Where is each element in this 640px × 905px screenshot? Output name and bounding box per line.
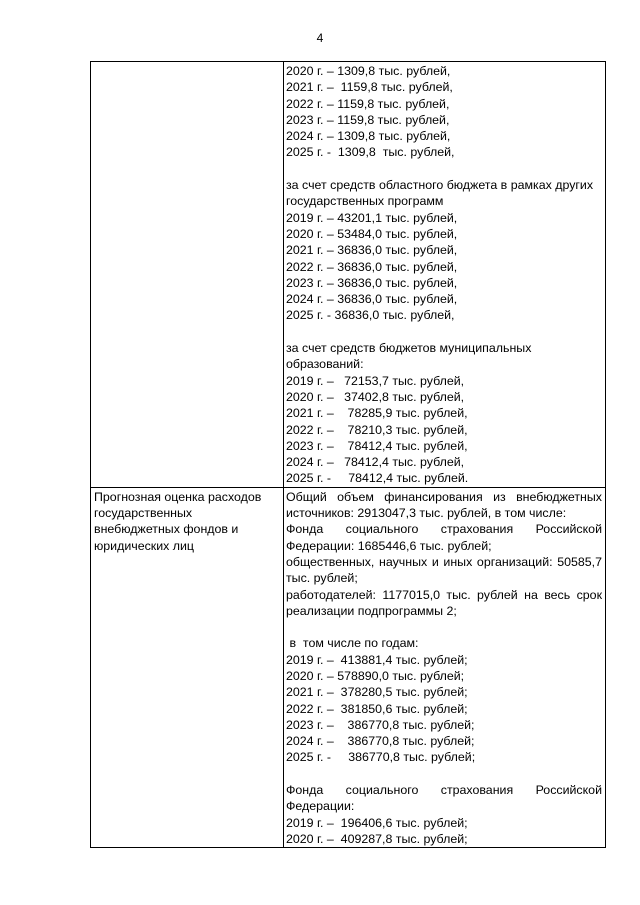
row1-left-cell [91,62,284,488]
spacer [286,161,602,177]
employers-text: работодателей: 1177015,0 тыс. рублей на весь срок реализации подпрограммы 2; [286,587,602,618]
list-item: 2025 г. - 36836,0 тыс. рублей, [286,308,455,323]
row2-left-cell [91,487,284,848]
list-item: 2023 г. – 386770,8 тыс. рублей; [286,717,475,732]
fss-heading: Фонда социального страхования Российской Федерации: [286,783,602,814]
table-row [91,62,606,488]
list-item: 2019 г. – 43201,1 тыс. рублей, [286,210,458,225]
list-item: 2021 г. – 78285,9 тыс. рублей, [286,406,468,421]
list-item: 2020 г. – 409287,8 тыс. рублей; [286,831,468,846]
regional-budget-heading: за счет средств областного бюджета в рамках других государственных программ [286,178,594,209]
row2-right-cell [284,487,606,848]
spacer [286,619,602,635]
list-item: 2019 г. – 72153,7 тыс. рублей, [286,373,465,388]
list-item: 2024 г. – 1309,8 тыс. рублей, [286,129,451,144]
list-item: 2020 г. – 53484,0 тыс. рублей, [286,226,458,241]
list-item: 2019 г. – 413881,4 тыс. рублей; [286,652,468,667]
public-orgs-text: общественных, научных и иных организаций: 50585,7 тыс. рублей; [286,554,602,586]
list-item: 2024 г. – 36836,0 тыс. рублей, [286,292,458,307]
page-number: 4 [316,31,324,45]
list-item: 2025 г. - 78412,4 тыс. рублей. [286,471,469,486]
total-financing-text: Общий объем финансирования из внебюджетных источников: 2913047,3 тыс. рублей, в том числе: [286,489,602,521]
list-item: 2025 г. - 386770,8 тыс. рублей; [286,750,476,765]
list-item: 2024 г. – 386770,8 тыс. рублей; [286,734,475,749]
list-item: 2022 г. – 1159,8 тыс. рублей, [286,96,450,111]
list-item: 2023 г. – 1159,8 тыс. рублей, [286,112,450,127]
row1-right-cell [284,62,606,488]
list-item: 2019 г. – 196406,6 тыс. рублей; [286,815,468,830]
list-item: 2021 г. – 1159,8 тыс. рублей, [286,80,453,95]
list-item: 2022 г. – 381850,6 тыс. рублей; [286,701,468,716]
list-item: 2020 г. – 578890,0 тыс. рублей; [286,668,465,683]
spacer [286,766,602,782]
by-years-heading: в том числе по годам: [286,636,419,651]
table-row [91,487,606,848]
municipal-budget-heading: за счет средств бюджетов муниципальных образований: [286,341,532,372]
spacer [286,324,602,340]
list-item: 2024 г. – 78412,4 тыс. рублей, [286,455,465,470]
list-item: 2023 г. – 78412,4 тыс. рублей, [286,438,468,453]
funding-table [90,61,606,848]
list-item: 2023 г. – 36836,0 тыс. рублей, [286,275,458,290]
list-item: 2022 г. – 36836,0 тыс. рублей, [286,259,458,274]
list-item: 2021 г. – 36836,0 тыс. рублей, [286,243,458,258]
list-item: 2022 г. – 78210,3 тыс. рублей, [286,422,468,437]
list-item: 2020 г. – 37402,8 тыс. рублей, [286,389,465,404]
list-item: 2020 г. – 1309,8 тыс. рублей, [286,64,451,78]
fss-total-text: Фонда социального страхования Российской Федерации: 1685446,6 тыс. рублей; [286,522,602,553]
list-item: 2021 г. – 378280,5 тыс. рублей; [286,685,468,700]
row2-left-text: Прогнозная оценка расходов государственных внебюджетных фондов и юридических лиц [94,489,262,553]
list-item: 2025 г. - 1309,8 тыс. рублей, [286,145,455,160]
